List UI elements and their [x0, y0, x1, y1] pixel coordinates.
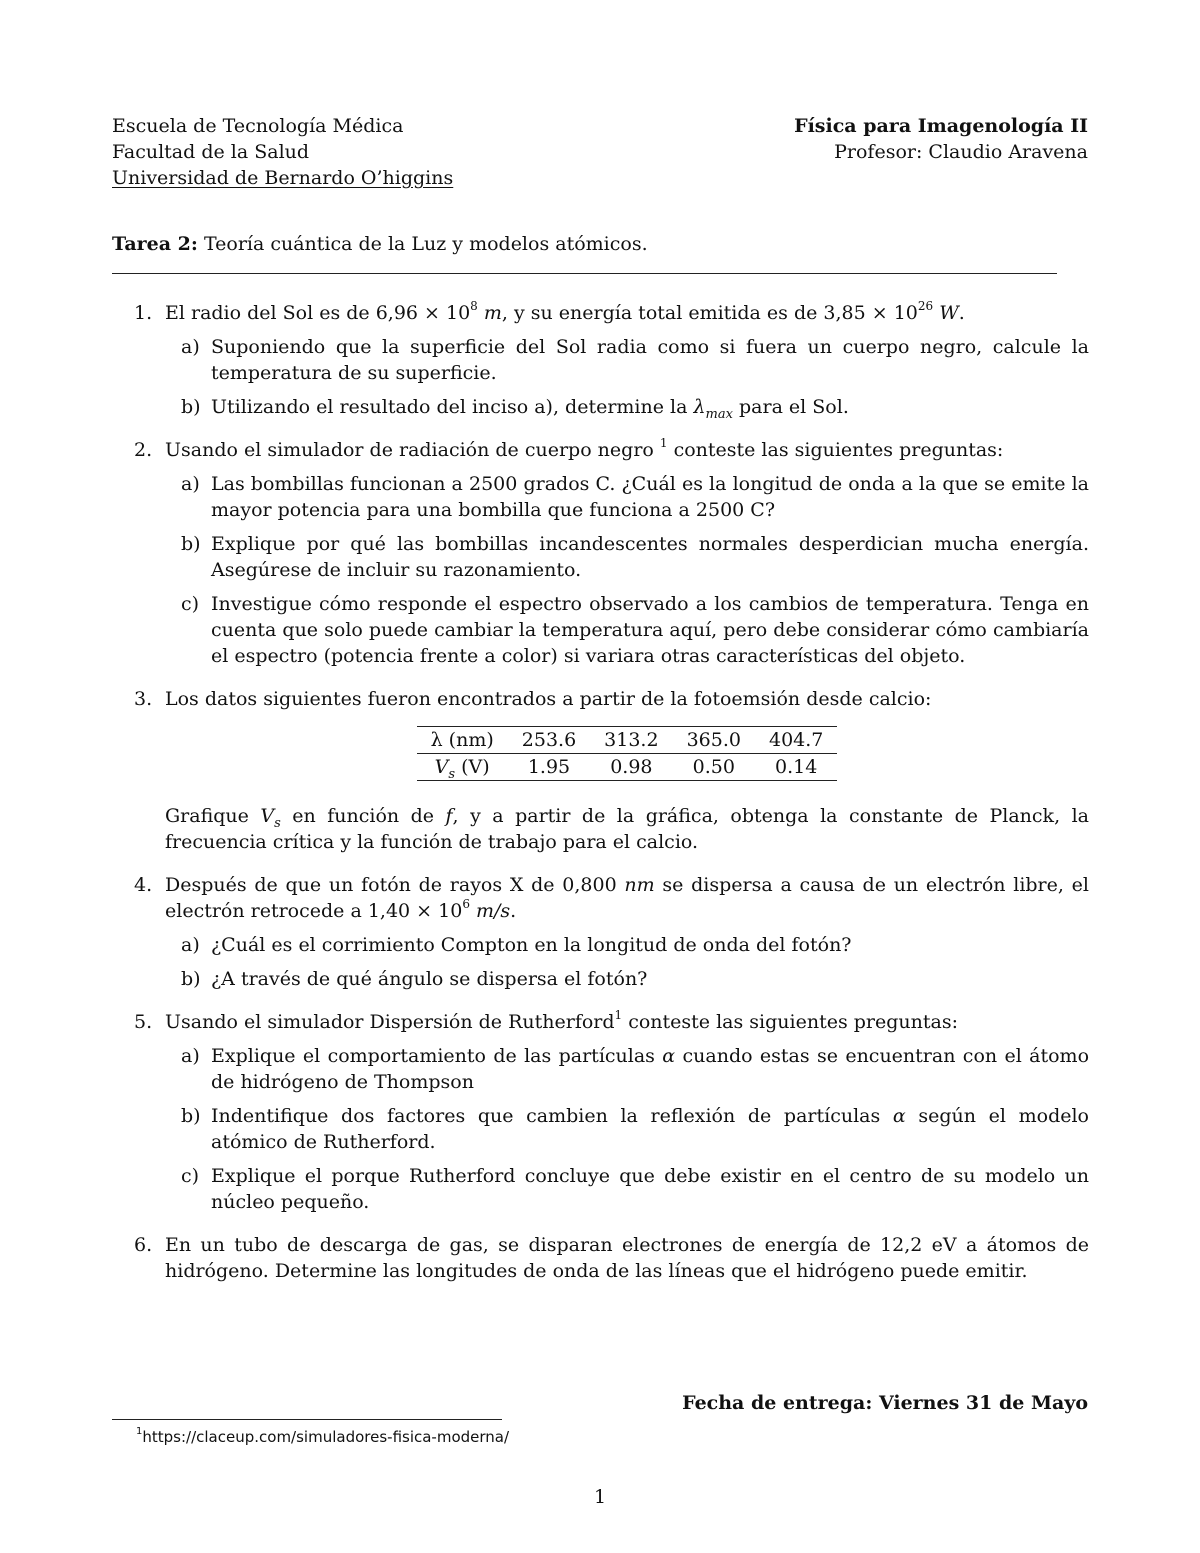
- course-block: [794, 113, 1088, 165]
- question-3: [112, 686, 1089, 855]
- question-number: 5.: [134, 1011, 153, 1033]
- footnote-divider: [112, 1419, 502, 1420]
- question-text: En un tubo de descarga de gas, se disparan electrones de energía de 12,2 eV a átomos de hidrógeno. Determine las longitudes de onda de las líneas que el hidrógeno puede emitir.: [165, 1234, 1089, 1282]
- table-cell: 365.0: [673, 727, 755, 754]
- question-5: [112, 1009, 1089, 1215]
- question-text: Usando el simulador Dispersión de Rutherford$^1$ conteste las siguientes preguntas:: [165, 1007, 958, 1033]
- photoemission-table: [417, 726, 838, 781]
- question-number: 4.: [134, 874, 153, 896]
- question-text: Usando el simulador de radiación de cuerpo negro $^1$ conteste las siguientes preguntas:: [165, 435, 1004, 461]
- institution-block: [112, 113, 453, 191]
- subquestion-a: a) Las bombillas funcionan a 2500 grados C. ¿Cuál es la longitud de onda a la que se emite la mayor potencia para una bombilla que funciona a 2500 C?: [181, 473, 1089, 521]
- question-4: [112, 872, 1089, 992]
- subquestion-b: b) ¿A través de qué ángulo se dispersa el fotón?: [181, 968, 648, 990]
- footnote-link[interactable]: https://claceup.com/simuladores-fisica-moderna/: [142, 1428, 510, 1446]
- table-cell: 0.14: [755, 754, 837, 781]
- question-text: El radio del Sol es de $6,96 \times 10^8$ m, y su energía total emitida es de $3,85 \times 10^{26}$ W.: [165, 298, 965, 324]
- faculty-name: Facultad de la Salud: [112, 141, 310, 163]
- subquestion-c: c) Explique el porque Rutherford concluye que debe existir en el centro de su modelo un núcleo pequeño.: [181, 1165, 1089, 1213]
- subquestion-b: b) Indentifique dos factores que cambien la reflexión de partículas α según el modelo atómico de Rutherford.: [181, 1105, 1089, 1153]
- question-instructions: Grafique $V_s$ en función de f, y a partir de la gráfica, obtenga la constante de Planck, la frecuencia crítica y la función de trabajo para el calcio.: [165, 805, 1089, 853]
- assignment-label: Tarea 2:: [112, 233, 198, 255]
- footnote-ref: 1: [614, 1007, 623, 1022]
- subquestion-c: c) Investigue cómo responde el espectro observado a los cambios de temperatura. Tenga en cuenta que solo puede cambiar la temperatura aquí, pero debe considerar cómo cambiaría el espectro (potencia frente a color) si variara otras características del objeto.: [181, 593, 1089, 667]
- professor-name: Profesor: Claudio Aravena: [834, 141, 1088, 163]
- question-number: 1.: [134, 302, 153, 324]
- question-number: 2.: [134, 439, 153, 461]
- title-divider: [112, 273, 1057, 274]
- table-cell: 313.2: [590, 727, 672, 754]
- table-cell: 253.6: [508, 727, 590, 754]
- school-name: Escuela de Tecnología Médica: [112, 115, 404, 137]
- table-cell: 0.98: [590, 754, 672, 781]
- question-text: Los datos siguientes fueron encontrados a partir de la fotoemsión desde calcio:: [165, 688, 932, 710]
- table-cell: 0.50: [673, 754, 755, 781]
- footnote-mark: 1: [136, 1426, 143, 1437]
- table-header-voltage: $V_s$ (V): [417, 754, 508, 781]
- table-row: [417, 754, 838, 781]
- table-cell: 1.95: [508, 754, 590, 781]
- table-cell: 404.7: [755, 727, 837, 754]
- subquestion-a: a) ¿Cuál es el corrimiento Compton en la longitud de onda del fotón?: [181, 934, 852, 956]
- table-header-wavelength: λ (nm): [417, 727, 508, 754]
- subquestion-a: a) Explique el comportamiento de las partículas α cuando estas se encuentran con el átomo de hidrógeno de Thompson: [181, 1045, 1090, 1093]
- question-1: [112, 300, 1089, 420]
- subquestion-b: b) Utilizando el resultado del inciso a), determine la $\lambda_{max}$ para el Sol.: [181, 396, 849, 422]
- subquestion-a: a) Suponiendo que la superficie del Sol radia como si fuera un cuerpo negro, calcule la temperatura de su superficie.: [181, 336, 1089, 384]
- course-name: Física para Imagenología II: [794, 115, 1088, 137]
- assignment-topic: Teoría cuántica de la Luz y modelos atómicos.: [203, 233, 648, 255]
- university-name: Universidad de Bernardo O’higgins: [112, 167, 454, 189]
- table-row: [417, 727, 838, 754]
- question-2: [112, 437, 1089, 669]
- question-list: [112, 300, 1089, 1301]
- due-date: Fecha de entrega: Viernes 31 de Mayo: [682, 1392, 1088, 1414]
- question-6: [112, 1232, 1089, 1284]
- question-number: 6.: [134, 1234, 153, 1256]
- question-number: 3.: [134, 688, 153, 710]
- footnote: [136, 1424, 509, 1450]
- footnote-ref: 1: [659, 435, 668, 450]
- page-number: 1: [593, 1486, 607, 1508]
- question-text: Después de que un fotón de rayos X de 0,800 nm se dispersa a causa de un electrón libre, el electrón retrocede a $1,40 \times 10^6$ m/s.: [165, 874, 1089, 922]
- assignment-title: [112, 231, 648, 257]
- subquestion-b: b) Explique por qué las bombillas incandescentes normales desperdician mucha energía. Asegúrese de incluir su razonamiento.: [181, 533, 1089, 581]
